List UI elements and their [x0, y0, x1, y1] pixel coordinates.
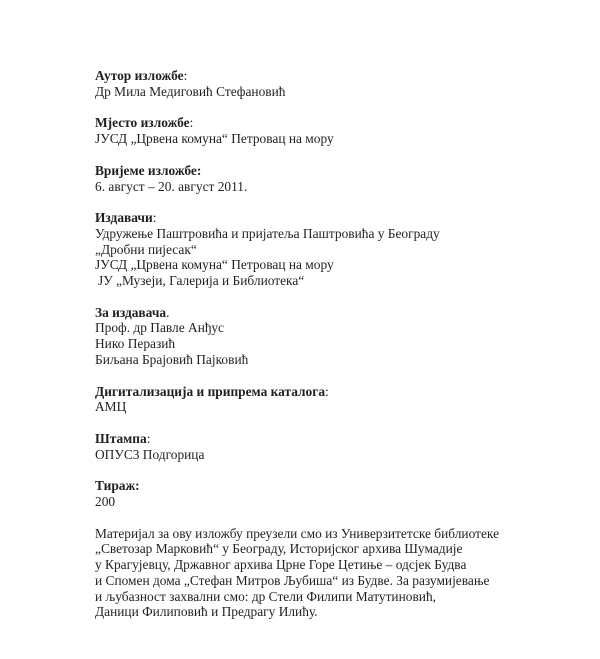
for-publisher-name: Нико Перазић: [95, 336, 176, 352]
publishers-label: Издавачи:: [95, 210, 157, 226]
catalog-colophon: [95, 68, 575, 620]
dates-value: 6. август – 20. август 2011.: [95, 178, 248, 194]
for-publisher-label: За издавача.: [95, 304, 170, 320]
print-label: Штампа:: [95, 430, 151, 446]
for-publisher-name: Проф. др Павле Анђус: [95, 320, 224, 336]
author-name: Др Мила Медиговић Стефановић: [95, 83, 286, 99]
dates-section: [95, 163, 575, 194]
venue-label: Мјесто изложбе:: [95, 115, 194, 131]
acknowledgement-paragraph: [95, 526, 575, 620]
print-section: [95, 431, 575, 462]
digitization-section: [95, 384, 575, 415]
acknowledgement-line: у Крагујевцу, Државног архива Црне Горе Цетиње – одсјек Будва: [95, 557, 467, 573]
for-publisher-section: [95, 305, 575, 368]
print-run-label: Тираж:: [95, 478, 140, 494]
acknowledgement-line: Материјал за ову изложбу преузели смо из Универзитетске библиотеке: [95, 525, 500, 541]
acknowledgement-line: „Светозар Марковић“ у Београду, Историјског архива Шумадије: [95, 541, 463, 557]
for-publisher-name: Биљана Брајовић Пајковић: [95, 351, 249, 367]
venue-section: [95, 115, 575, 146]
print-run-section: [95, 478, 575, 509]
dates-label: Вријеме изложбе:: [95, 162, 202, 178]
venue-value: ЈУСД „Црвена комуна“ Петровац на мору: [95, 131, 334, 147]
acknowledgement-line: и љубазност захвални смо: др Стели Филипи Матутиновић,: [95, 588, 436, 604]
print-run-value: 200: [95, 494, 116, 510]
acknowledgement-line: Даници Филиповић и Предрагу Илићу.: [95, 604, 318, 620]
publisher-line: Удружење Паштровића и пријатеља Паштровића у Београду: [95, 225, 440, 241]
author-label: Аутор изложбе:: [95, 68, 188, 83]
publishers-section: [95, 210, 575, 289]
digitization-label: Дигитализација и припрема каталога:: [95, 383, 329, 399]
acknowledgement-line: и Спомен дома „Стефан Митров Љубиша“ из Будве. За разумијевање: [95, 572, 490, 588]
publisher-line: ЈУСД „Црвена комуна“ Петровац на мору: [95, 257, 334, 273]
author-section: [95, 68, 575, 99]
publisher-line: „Дробни пијесак“: [95, 241, 197, 257]
print-value: ОПУС3 Подгорица: [95, 446, 205, 462]
publisher-line: ЈУ „Музеји, Галерија и Библиотека“: [98, 273, 305, 289]
digitization-value: АМЦ: [95, 399, 127, 415]
